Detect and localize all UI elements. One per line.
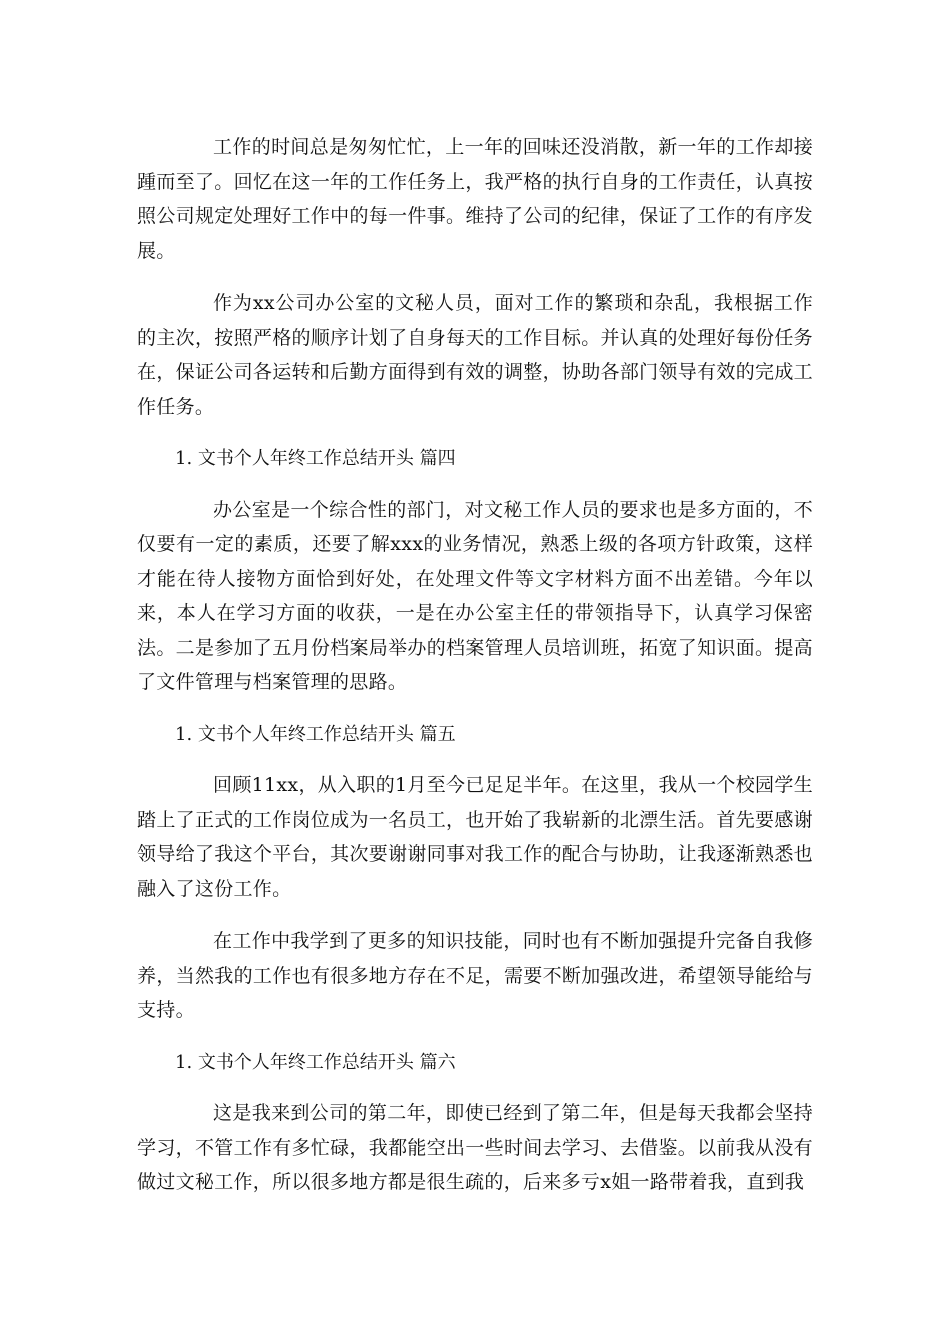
- document-page: [137, 130, 813, 1200]
- heading-spacing: [137, 752, 813, 768]
- paragraph-spacing: [137, 1028, 813, 1046]
- paragraph: 办公室是一个综合性的部门，对文秘工作人员的要求也是多方面的，不仅要有一定的素质，还要了解xxx的业务情况，熟悉上级的各项方针政策，这样才能在待人接物方面恰到好处，在处理文件等文字材料方面不出差错。今年以来，本人在学习方面的收获，一是在办公室主任的带领指导下，认真学习保密法。二是参加了五月份档案局举办的档案管理人员培训班，拓宽了知识面。提高了文件管理与档案管理的思路。: [137, 498, 813, 693]
- section-heading: 1. 文书个人年终工作总结开头 篇四: [175, 448, 456, 469]
- paragraph-spacing: [137, 268, 813, 286]
- paragraph: 工作的时间总是匆匆忙忙，上一年的回味还没消散，新一年的工作却接踵而至了。回忆在这一年的工作任务上，我严格的执行自身的工作责任，认真按照公司规定处理好工作中的每一件事。维持了公司的纪律，保证了工作的有序发展。: [137, 136, 813, 262]
- paragraph-spacing: [137, 700, 813, 718]
- paragraph-spacing: [137, 906, 813, 924]
- section-heading: 1. 文书个人年终工作总结开头 篇五: [175, 723, 456, 745]
- paragraph: 回顾11xx，从入职的1月至今已足足半年。在这里，我从一个校园学生踏上了正式的工作岗位成为一名员工，也开始了我崭新的北漂生活。首先要感谢领导给了我这个平台，其次要谢谢同事对我工作的配合与协助，让我逐渐熟悉也融入了这份工作。: [137, 774, 813, 900]
- paragraph-spacing: [137, 424, 813, 442]
- heading-spacing: [137, 1080, 813, 1096]
- section-heading: 1. 文书个人年终工作总结开头 篇六: [175, 1051, 456, 1073]
- paragraph: 这是我来到公司的第二年，即使已经到了第二年，但是每天我都会坚持学习，不管工作有多忙碌，我都能空出一些时间去学习、去借鉴。以前我从没有做过文秘工作，所以很多地方都是很生疏的，后来多亏x姐一路带着我，直到我: [137, 1102, 813, 1193]
- heading-spacing: [137, 477, 813, 493]
- paragraph: 作为xx公司办公室的文秘人员，面对工作的繁琐和杂乱，我根据工作的主次，按照严格的顺序计划了自身每天的工作目标。并认真的处理好每份任务在，保证公司各运转和后勤方面得到有效的调整，协助各部门领导有效的完成工作任务。: [137, 292, 813, 418]
- paragraph: 在工作中我学到了更多的知识技能，同时也有不断加强提升完备自我修养，当然我的工作也有很多地方存在不足，需要不断加强改进，希望领导能给与支持。: [137, 930, 813, 1021]
